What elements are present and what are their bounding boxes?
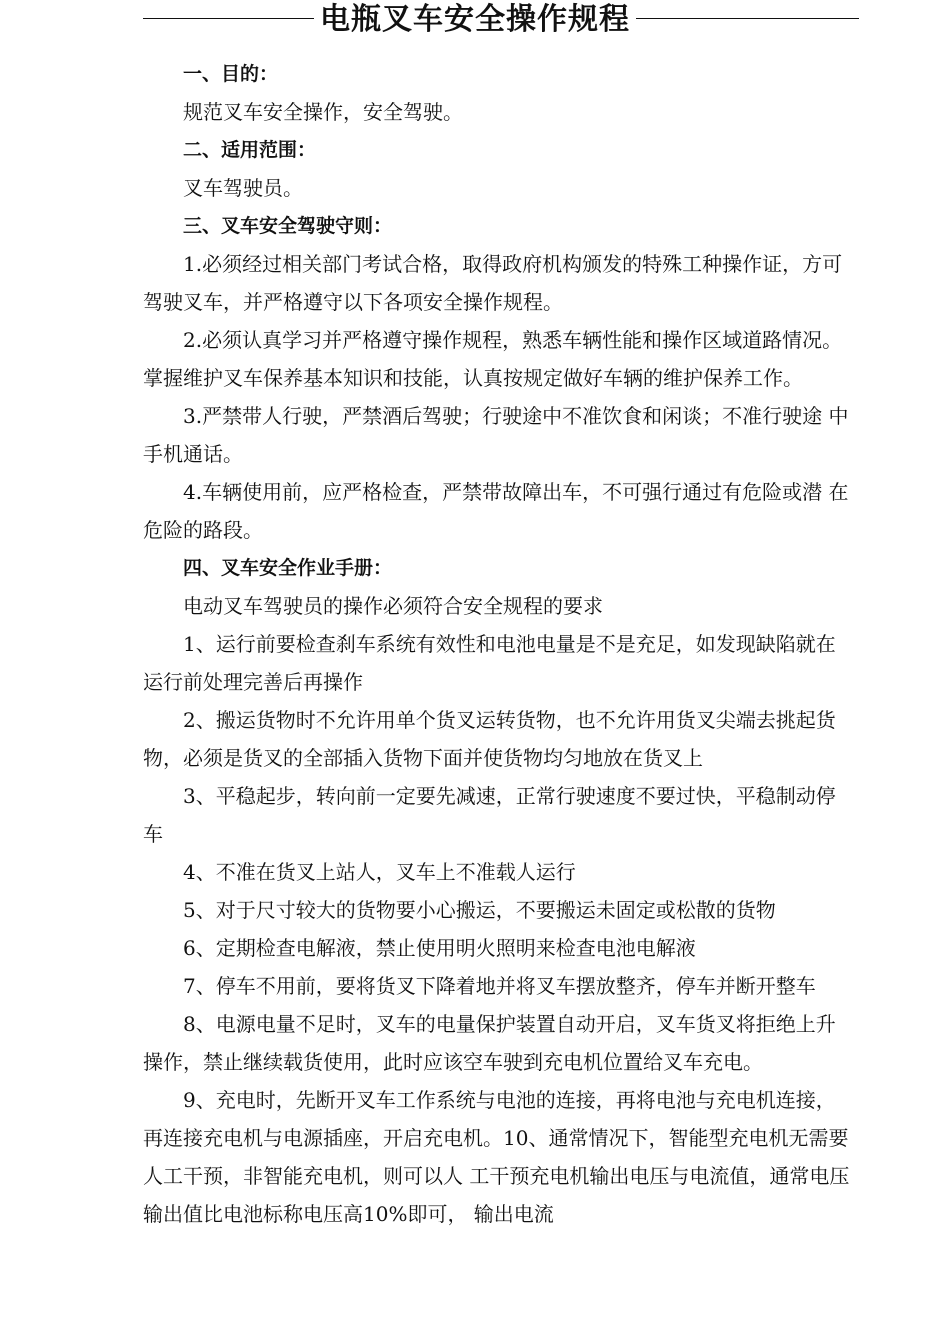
section-heading: 二、适用范围： — [183, 139, 317, 161]
section-heading: 一、目的： — [183, 63, 279, 85]
paragraph: 8、电源电量不足时，叉车的电量保护装置自动开启，叉车货叉将拒绝上升 操作，禁止继续载货使用，此时应该空车驶到充电机位置给叉车充电。 — [143, 1012, 836, 1074]
document-title-text: 电瓶叉车安全操作规程 — [314, 2, 636, 37]
paragraph: 4、不准在货叉上站人，叉车上不准载人运行 — [183, 860, 576, 884]
paragraph: 3、平稳起步，转向前一定要先减速，正常行驶速度不要过快，平稳制动停车 — [143, 784, 836, 846]
paragraph: 1、运行前要检查刹车系统有效性和电池电量是不是充足，如发现缺陷就在 运行前处理完善后再操作 — [143, 632, 836, 694]
paragraph: 3.严禁带人行驶，严禁酒后驾驶；行驶途中不准饮食和闲谈；不准行驶途 中手机通话。 — [143, 404, 849, 466]
paragraph: 2.必须认真学习并严格遵守操作规程，熟悉车辆性能和操作区域道路情况。 掌握维护叉车保养基本知识和技能，认真按规定做好车辆的维护保养工作。 — [143, 328, 843, 390]
section-heading: 三、叉车安全驾驶守则： — [183, 215, 393, 237]
paragraph: 1.必须经过相关部门考试合格，取得政府机构颁发的特殊工种操作证，方可驾驶叉车，并严格遵守以下各项安全操作规程。 — [143, 252, 843, 314]
paragraph: 4.车辆使用前，应严格检查，严禁带故障出车，不可强行通过有危险或潜 在危险的路段。 — [143, 480, 849, 542]
section-heading: 四、叉车安全作业手册： — [183, 557, 393, 579]
paragraph: 2、搬运货物时不允许用单个货叉运转货物，也不允许用货叉尖端去挑起货 物，必须是货叉的全部插入货物下面并使货物均匀地放在货叉上 — [143, 708, 836, 770]
paragraph: 电动叉车驾驶员的操作必须符合安全规程的要求 — [183, 594, 603, 618]
document-body — [143, 55, 855, 1233]
paragraph: 6、定期检查电解液，禁止使用明火照明来检查电池电解液 — [183, 936, 696, 960]
paragraph: 规范叉车安全操作，安全驾驶。 — [183, 100, 463, 124]
paragraph: 叉车驾驶员。 — [183, 176, 303, 200]
paragraph: 5、对于尺寸较大的货物要小心搬运，不要搬运未固定或松散的货物 — [183, 898, 776, 922]
paragraph: 7、停车不用前，要将货叉下降着地并将叉车摆放整齐，停车并断开整车 — [183, 974, 816, 998]
paragraph: 9、充电时，先断开叉车工作系统与电池的连接，再将电池与充电机连接， 再连接充电机与电源插座，开启充电机。10、通常情况下，智能型充电机无需要人工干预，非智能充电机，则可以人 工干预充电机输出电压与电流值，通常电压输出值比电池标称电压高10%即可， 输出电流 — [143, 1088, 850, 1226]
document-title — [0, 0, 950, 40]
